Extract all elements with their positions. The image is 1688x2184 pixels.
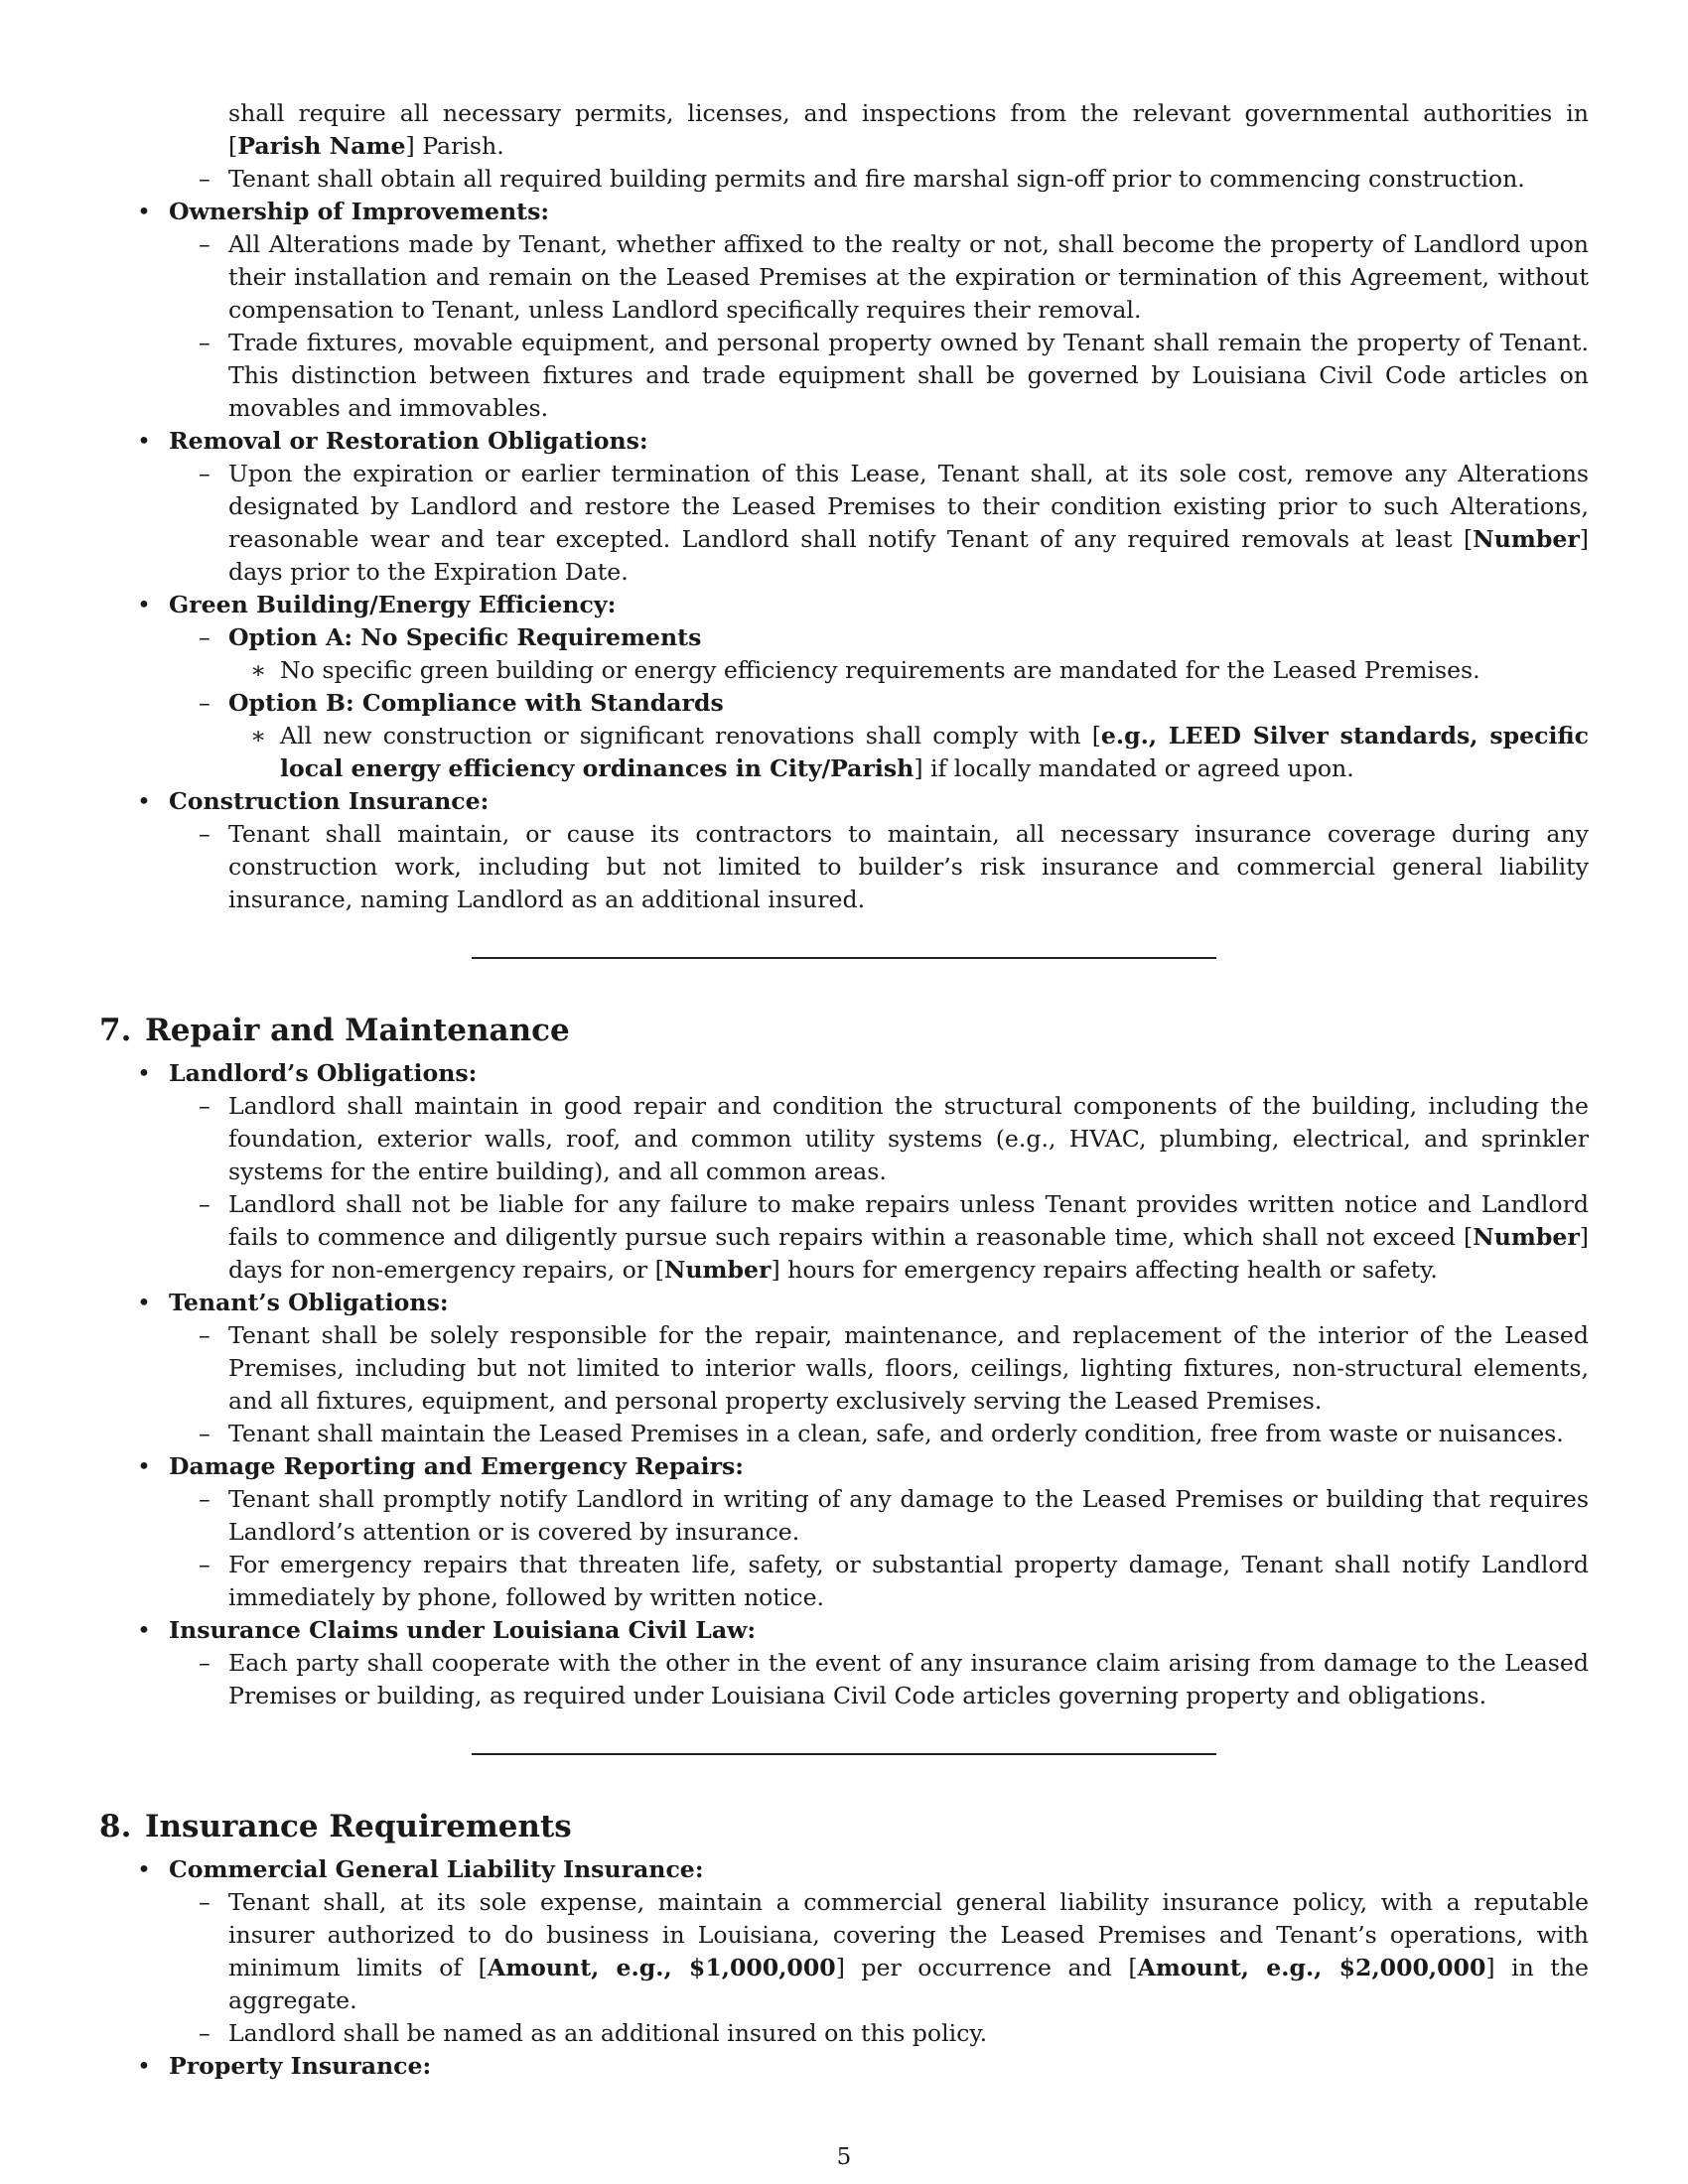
bullet-heading: • Tenant’s Obligations: [99,1287,1589,1319]
bullet-marker: • [137,1289,151,1316]
bullet-heading: • Construction Insurance: [99,785,1589,818]
dash-marker: – [199,1888,211,1916]
list-item: – Trade fixtures, movable equipment, and personal property owned by Tenant shall remain the property of Tenant. This distinction between fixtures and trade equipment shall be governed by Louisiana Civil Code articles on movables and immovables. [199,329,1589,422]
list-item: – Tenant shall be solely responsible for the repair, maintenance, and replacement of the interior of the Leased Premises, including but not limited to interior walls, floors, ceilings, lighting fixtures, non-structural elements, and all fixtures, equipment, and personal property exclusively serving the Leased Premises. [199,1321,1589,1415]
list-item: – Landlord shall be named as an additional insured on this policy. [99,2017,1589,2050]
asterisk-marker: ∗ [250,656,267,684]
dash-marker: – [199,1649,211,1677]
list-item: – All Alterations made by Tenant, whether affixed to the realty or not, shall become the property of Landlord upon their installation and remain on the Leased Premises at the expiration or termination of this Agreement, without compensation to Tenant, unless Landlord specifically requires their removal. [199,230,1589,324]
dash-marker: – [199,1190,211,1218]
list-item: – Landlord shall maintain in good repair and condition the structural components of the building, including the foundation, exterior walls, roof, and common utility systems (e.g., HVAC, plumbing, electrical, and sprinkler systems for the entire building), and all common areas. [199,1092,1589,1185]
list-item: – Each party shall cooperate with the other in the event of any insurance claim arising from damage to the Leased Premises or building, as required under Louisiana Civil Code articles governing property and obligations. [199,1649,1589,1709]
bullet-heading: • Landlord’s Obligations: [99,1057,1589,1090]
bullet-heading: • Property Insurance: [99,2050,1589,2083]
dash-marker: – [199,329,211,356]
bullet-marker: • [137,2052,151,2080]
option-heading: – Option B: Compliance with Standards [99,687,1589,720]
bullet-marker: • [137,787,151,815]
bullet-marker: • [137,198,151,225]
section-divider [472,1753,1216,1755]
section-title: 7. Repair and Maintenance [99,1013,570,1048]
bullet-marker: • [137,1059,151,1087]
list-item: – Tenant shall maintain the Leased Premises in a clean, safe, and orderly condition, free from waste or nuisances. [99,1418,1589,1450]
page-number: 5 [836,2144,852,2170]
bullet-marker: • [137,427,151,455]
bullet-marker: • [137,591,151,618]
bullet-heading: • Ownership of Improvements: [99,196,1589,228]
list-item: ∗ No specific green building or energy efficiency requirements are mandated for the Leased Premises. [99,654,1589,687]
dash-marker: – [199,820,211,848]
option-heading: – Option A: No Specific Requirements [99,621,1589,654]
bullet-heading: • Insurance Claims under Louisiana Civil Law: [99,1614,1589,1647]
list-item: – Tenant shall obtain all required building permits and fire marshal sign-off prior to commencing construction. [99,163,1589,196]
bullet-heading: • Green Building/Energy Efficiency: [99,589,1589,621]
list-item: – Landlord shall not be liable for any failure to make repairs unless Tenant provides written notice and Landlord fails to commence and diligently pursue such repairs within a reasonable time, which shall not exceed [Number] days for non-emergency repairs, or [Number] hours for emergency repairs affecting health or safety. [199,1190,1589,1284]
dash-marker: – [199,689,211,717]
bullet-marker: • [137,1855,151,1883]
bullet-marker: • [137,1452,151,1480]
list-item: – Tenant shall promptly notify Landlord in writing of any damage to the Leased Premises or building that requires Landlord’s attention or is covered by insurance. [199,1485,1589,1546]
list-item: – For emergency repairs that threaten life, safety, or substantial property damage, Tenant shall notify Landlord immediately by phone, followed by written notice. [199,1551,1589,1611]
bullet-heading: • Removal or Restoration Obligations: [99,425,1589,458]
list-item: ∗ All new construction or significant renovations shall comply with [e.g., LEED Silver standards, specific local energy efficiency ordinances in City/Parish] if locally mandated or agreed upon. [250,722,1589,782]
dash-marker: – [199,1092,211,1120]
dash-marker: – [199,623,211,651]
document-page [99,97,1589,2083]
section-divider [472,957,1216,959]
section-title: 8. Insurance Requirements [99,1809,572,1844]
list-item: – Upon the expiration or earlier termination of this Lease, Tenant shall, at its sole cost, remove any Alterations designated by Landlord and restore the Leased Premises to their condition existing prior to such Alterations, reasonable wear and tear excepted. Landlord shall notify Tenant of any required removals at least [Number] days prior to the Expiration Date. [199,460,1589,586]
list-item: shall require all necessary permits, licenses, and inspections from the relevant governmental authorities in [Parish Name] Parish. [228,99,1589,160]
bullet-heading: • Damage Reporting and Emergency Repairs: [99,1450,1589,1483]
dash-marker: – [199,2019,211,2047]
dash-marker: – [199,165,211,193]
dash-marker: – [199,1551,211,1578]
bullet-heading: • Commercial General Liability Insurance: [99,1853,1589,1886]
dash-marker: – [199,1321,211,1349]
bullet-marker: • [137,1616,151,1644]
dash-marker: – [199,460,211,487]
asterisk-marker: ∗ [250,722,267,750]
list-item: – Tenant shall maintain, or cause its contractors to maintain, all necessary insurance coverage during any construction work, including but not limited to builder’s risk insurance and commercial general liability insurance, naming Landlord as an additional insured. [199,820,1589,913]
dash-marker: – [199,230,211,258]
dash-marker: – [199,1485,211,1513]
list-item: – Tenant shall, at its sole expense, maintain a commercial general liability insurance policy, with a reputable insurer authorized to do business in Louisiana, covering the Leased Premises and Tenant’s operations, with minimum limits of [Amount, e.g., $1,000,000] per occurrence and [Amount, e.g., $2,000,000] in the aggregate. [199,1888,1589,2014]
dash-marker: – [199,1420,211,1447]
